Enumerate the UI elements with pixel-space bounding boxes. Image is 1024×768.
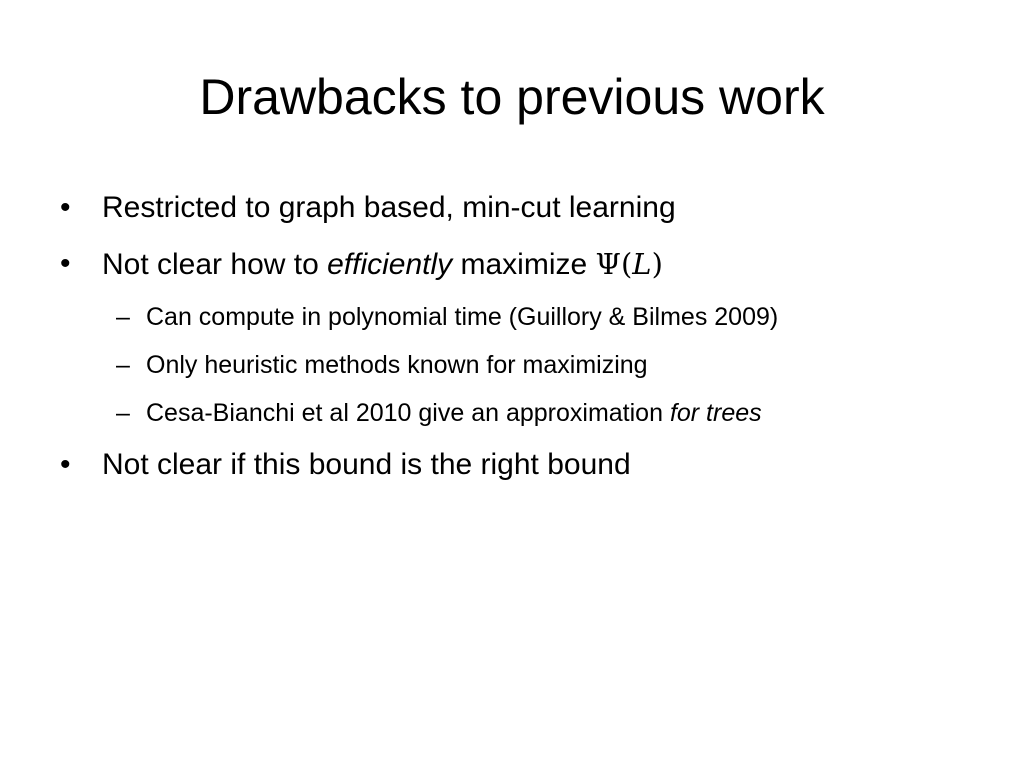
dash-icon: – [116,399,130,427]
dash-icon: – [116,303,130,331]
subbullet-item [102,347,1000,383]
bullet-list [60,186,1000,499]
subbullet-text-start: Cesa-Bianchi et al 2010 give an approximation [146,399,670,427]
bullet-item [60,242,1000,287]
bullet-icon: • [60,191,71,224]
subbullet-text: Can compute in polynomial time (Guillory & Bilmes 2009) [146,303,779,331]
slide-title: Drawbacks to previous work [199,69,825,125]
bullet-text-middle: maximize [452,248,596,281]
bullet-text: Restricted to graph based, min-cut learning [102,191,676,224]
subbullet-group [60,299,1000,431]
bullet-text-emphasis: efficiently [327,248,453,281]
bullet-item [60,186,1000,230]
bullet-item [60,443,1000,487]
math-open-paren: ( [620,247,633,281]
bullet-icon: • [60,448,71,481]
bullet-icon: • [60,247,71,280]
math-symbol: Ψ [595,247,621,281]
subbullet-text: Only heuristic methods known for maximizing [146,351,648,379]
subbullet-text-emphasis: for trees [669,399,762,427]
subbullet-item [102,395,1000,431]
subbullet-item [102,299,1000,335]
bullet-text: Not clear if this bound is the right bound [102,448,631,481]
math-variable: L [632,247,652,281]
dash-icon: – [116,351,130,379]
bullet-text-start: Not clear how to [102,248,328,281]
math-close-paren: ) [651,247,663,281]
math-expression [596,247,663,281]
